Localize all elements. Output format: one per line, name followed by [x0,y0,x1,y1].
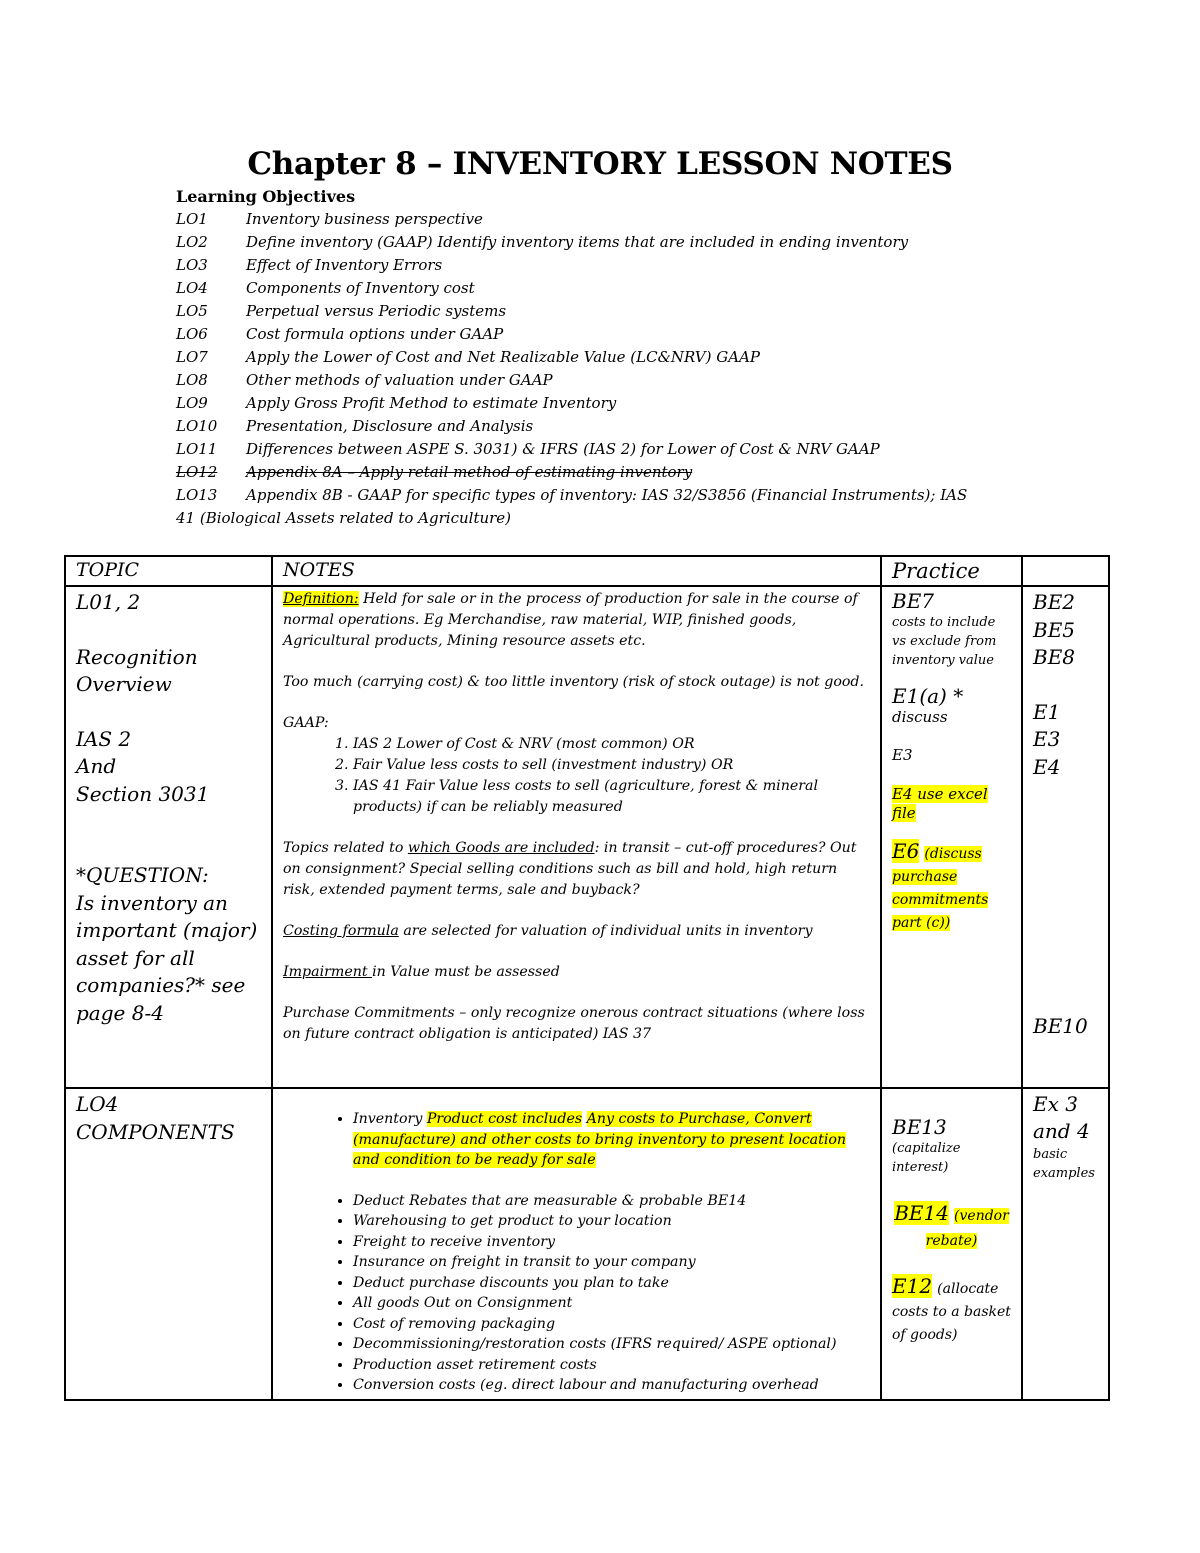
objective-row [176,346,1036,369]
purchase-commitments-paragraph: Purchase Commitments – only recognize onerous contract situations (where loss on future contract obligation is anticipated) IAS 37 [283,1005,865,1042]
practice-be14-note: (vendor rebate) [925,1208,1009,1249]
costing-underlined: Costing formula [283,923,399,939]
inventory-text: Inventory [353,1111,427,1127]
page-title: Chapter 8 – INVENTORY LESSON NOTES [247,146,953,182]
table-header-row [65,556,1109,586]
extra-ex: Ex 3 [1033,1092,1078,1116]
impairment-text: in Value must be assessed [372,964,560,980]
topic-title: Recognition [76,644,198,669]
extra-and4: and 4 [1033,1119,1090,1143]
objective-row [176,254,1036,277]
question-line: Is inventory an [76,890,228,915]
practice-e1a: E1(a) * [892,684,964,708]
topic-code: LO4 [76,1092,119,1116]
components-list [283,1191,870,1396]
impairment-underlined: Impairment [283,964,373,980]
objective-code: LO1 [176,210,208,228]
objective-text: Effect of Inventory Errors [246,256,443,274]
extra-item: E3 [1033,727,1061,751]
gaap-item: 3. IAS 41 Fair Value less costs to sell (agriculture, forest & mineral products) if can be reliably measured [353,776,870,818]
components-list [283,1109,870,1171]
header-topic: TOPIC [65,556,272,586]
list-item: • Production asset retirement costs [353,1355,870,1376]
objective-code: LO2 [176,233,208,251]
topic-subtitle: Overview [76,672,172,696]
gaap-label: GAAP: [283,715,329,731]
topics-paragraph [283,838,870,901]
objective-text: Define inventory (GAAP) Identify inventory items that are included in ending inventory [246,233,909,251]
topic-title: COMPONENTS [76,1119,235,1144]
costing-paragraph [283,921,870,942]
objective-row [176,369,1036,392]
objective-code: LO12 [176,463,218,481]
list-item: • Freight to receive inventory [353,1232,870,1253]
extra-note: basic examples [1033,1147,1095,1181]
objective-code: LO11 [176,440,218,458]
objective-row [176,484,1036,507]
objectives-list [176,208,1036,507]
list-item: • Insurance on freight in transit to your company [353,1252,870,1273]
objective-row [176,208,1036,231]
objective-code: LO7 [176,348,208,366]
topic-code: L01, 2 [76,590,141,614]
objective-code: LO3 [176,256,208,274]
notes-table [64,555,1110,1401]
practice-e6-note: (discuss purchase commitments part (c)) [892,846,989,931]
question-line: companies?* see [76,973,246,997]
learning-objectives [176,186,1036,530]
objective-code: LO8 [176,371,208,389]
extra-cell-recognition [1022,586,1109,1088]
objective-row [176,438,1036,461]
objective-text: Appendix 8B - GAAP for specific types of inventory: IAS 32/S3856 (Financial Instruments); IAS [246,486,968,504]
table-row-components [65,1088,1109,1400]
list-item: • All goods Out on Consignment [353,1293,870,1314]
practice-cell-components [881,1088,1022,1400]
topic-cell-components [65,1088,272,1400]
objective-row [176,461,1036,484]
objective-text: Presentation, Disclosure and Analysis [246,417,534,435]
highlight-text: Product cost includes [426,1111,583,1127]
objective-code: LO6 [176,325,208,343]
practice-be13-note: (capitalize interest) [892,1141,961,1175]
topic-standard: IAS 2 [76,726,132,751]
header-practice: Practice [881,556,1022,586]
objective-code: LO5 [176,302,208,320]
practice-be7-note: costs to include vs exclude from inventory value [892,615,997,668]
practice-e4: E4 use excel file [892,785,988,822]
extra-item: BE10 [1033,1014,1088,1038]
objective-text: Cost formula options under GAAP [246,325,504,343]
question-line: page 8-4 [76,1000,164,1025]
topics-text: Topics related to [283,840,408,856]
gaap-list [283,734,870,818]
extra-item: E1 [1033,699,1061,724]
practice-e1a-note: discuss [892,708,948,726]
objective-text: Appendix 8A – Apply retail method of estimating inventory [246,463,693,481]
notes-cell-recognition [272,586,881,1088]
notes-cell-components [272,1088,881,1400]
practice-e12-note: (allocate costs to a basket of goods) [892,1281,1011,1343]
extra-item: BE8 [1033,645,1076,669]
gaap-item: 2. Fair Value less costs to sell (investment industry) OR [353,755,870,776]
header-notes: NOTES [272,556,881,586]
question-line: asset for all [76,945,195,970]
objective-text: Inventory business perspective [246,210,483,228]
practice-e3: E3 [892,746,913,764]
practice-be13: BE13 [892,1115,947,1139]
extra-item: E4 [1033,754,1061,779]
objective-row [176,277,1036,300]
objective-row [176,415,1036,438]
objective-code: LO9 [176,394,208,412]
list-item: • Deduct Rebates that are measurable & probable BE14 [353,1191,870,1212]
highlight-text: Any costs to Purchase, Convert (manufacture) and other costs to bring inventory to present location and condition to be ready for sale [353,1111,847,1168]
objective-text: Apply Gross Profit Method to estimate Inventory [246,394,617,412]
extra-item: BE5 [1033,617,1076,642]
practice-e6: E6 [892,839,920,863]
topics-underlined: which Goods are included [407,840,595,856]
gaap-item: 1. IAS 2 Lower of Cost & NRV (most common) OR [353,734,870,755]
objective-code: LO13 [176,486,218,504]
extra-item: BE2 [1033,590,1076,614]
table-row-recognition [65,586,1109,1088]
practice-e12: E12 [892,1274,933,1298]
list-item: • Warehousing to get product to your location [353,1211,870,1232]
objective-row [176,392,1036,415]
list-item: • Deduct purchase discounts you plan to take [353,1273,870,1294]
topics-text: : in transit – cut-off procedures? Out on consignment? Special selling conditions such as bill and hold, high return risk, extended payment terms, sale and buyback? [283,840,857,898]
objective-text: Differences between ASPE S. 3031) & IFRS (IAS 2) for Lower of Cost & NRV GAAP [246,440,880,458]
objective-text: Components of Inventory cost [246,279,475,297]
topic-and: And [76,754,117,778]
practice-be14: BE14 [894,1201,949,1225]
objective-code: LO10 [176,417,218,435]
objective-code: LO4 [176,279,208,297]
list-item: • Conversion costs (eg. direct labour and manufacturing overhead [353,1375,870,1396]
impairment-paragraph [283,962,870,983]
topic-section: Section 3031 [76,781,210,806]
costing-text: are selected for valuation of individual units in inventory [398,923,813,939]
objectives-heading: Learning Objectives [176,187,356,206]
question-line: important (major) [76,918,258,942]
objective-text: Apply the Lower of Cost and Net Realizable Value (LC&NRV) GAAP [246,348,760,366]
objective-row [176,231,1036,254]
definition-label: Definition: [283,591,359,607]
objective-continuation: 41 (Biological Assets related to Agriculture) [176,509,512,527]
practice-cell-recognition [881,586,1022,1088]
topic-cell-recognition [65,586,272,1088]
objective-text: Perpetual versus Periodic systems [246,302,507,320]
header-extra [1022,556,1109,586]
practice-be7: BE7 [892,589,935,613]
list-item: • Decommissioning/restoration costs (IFRS required/ ASPE optional) [353,1334,870,1355]
objective-row [176,300,1036,323]
list-item: • Cost of removing packaging [353,1314,870,1335]
objective-text: Other methods of valuation under GAAP [246,371,553,389]
definition-text: Held for sale or in the process of production for sale in the course of normal operations. Eg Merchandise, raw material, WIP, finished goods, Agricultural products, Mining resource assets etc. [283,591,858,649]
list-item [353,1109,870,1171]
definition-paragraph [283,589,870,652]
objective-row [176,323,1036,346]
extra-cell-components [1022,1088,1109,1400]
question-label: *QUESTION: [76,863,209,887]
inventory-level-note: Too much (carrying cost) & too little inventory (risk of stock outage) is not good. [283,674,865,690]
